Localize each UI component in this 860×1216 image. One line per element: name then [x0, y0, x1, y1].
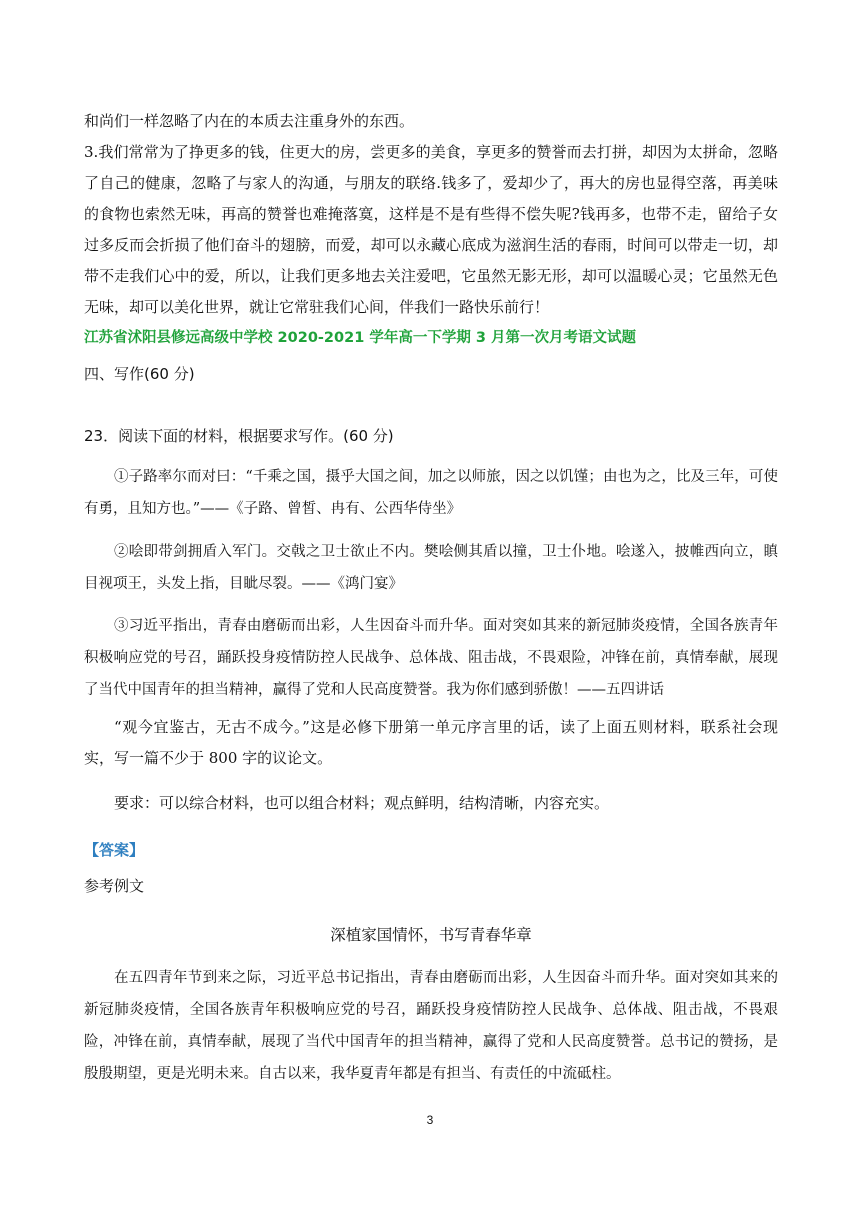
question-prompt: 23．阅读下面的材料，根据要求写作。(60 分)	[84, 427, 394, 445]
material-2: ②哙即带剑拥盾入军门。交戟之卫士欲止不内。樊哙侧其盾以撞，卫士仆地。哙遂入，披帷西向立，瞋目视项王，头发上指，目眦尽裂。——《鸿门宴》	[84, 544, 778, 592]
source-title: 江苏省沭阳县修远高级中学校 2020-2021 学年高一下学期 3 月第一次月考语文试题	[84, 330, 637, 346]
material-3: ③习近平指出，青春由磨砺而出彩，人生因奋斗而升华。面对突如其来的新冠肺炎疫情，全国各族青年积极响应党的号召，踊跃投身疫情防控人民战争、总体战、阻击战，不畏艰险，冲锋在前，真情奉献，展现了当代中国青年的担当精神，赢得了党和人民高度赞誉。我为你们感到骄傲！——五四讲话	[84, 618, 778, 698]
material-1: ①子路率尔而对曰：“千乘之国，摄乎大国之间，加之以师旅，因之以饥馑；由也为之，比及三年，可使有勇，且知方也。”——《子路、曾皙、冉有、公西华侍坐》	[84, 469, 778, 517]
paragraph-continuation: 和尚们一样忽略了内在的本质去注重身外的东西。	[84, 112, 415, 130]
page-number: 3	[426, 1113, 434, 1127]
writing-requirement: 要求：可以综合材料，也可以组合材料；观点鲜明，结构清晰，内容充实。	[114, 794, 610, 812]
answer-label: 【答案】	[84, 841, 145, 859]
paragraph-point-3: 3.我们常常为了挣更多的钱，住更大的房，尝更多的美食，享更多的赞誉而去打拼，却因为太拼命，忽略了自己的健康，忽略了与家人的沟通，与朋友的联络.钱多了，爱却少了，再大的房也显得空落，再美味的食物也索然无味，再高的赞誉也难掩落寞，这样是不是有些得不偿失呢?钱再多，也带不走，留给子女过多反而会折损了他们奋斗的翅膀，而爱，却可以永藏心底成为滋润生活的春雨，时间可以带走一切，却带不走我们心中的爱，所以，让我们更多地去关注爱吧，它虽然无影无形，却可以温暖心灵；它虽然无色无味，却可以美化世界，就让它常驻我们心间，伴我们一路快乐前行！	[84, 143, 778, 316]
essay-paragraph: 在五四青年节到来之际，习近平总书记指出，青春由磨砺而出彩，人生因奋斗而升华。面对突如其来的新冠肺炎疫情，全国各族青年积极响应党的号召，踊跃投身疫情防控人民战争、总体战、阻击战，不畏艰险，冲锋在前，真情奉献，展现了当代中国青年的担当精神，赢得了党和人民高度赞誉。总书记的赞扬，是殷殷期望，更是光明未来。自古以来，我华夏青年都是有担当、有责任的中流砥柱。	[84, 970, 778, 1082]
section-heading: 四、写作(60 分)	[84, 365, 195, 383]
essay-title: 深植家国情怀，书写青春华章	[330, 926, 532, 944]
writing-prompt: “观今宜鉴古，无古不成今。”这是必修下册第一单元序言里的话，读了上面五则材料，联系社会现实，写一篇不少于 800 字的议论文。	[84, 718, 778, 767]
sample-essay-label: 参考例文	[84, 877, 145, 895]
